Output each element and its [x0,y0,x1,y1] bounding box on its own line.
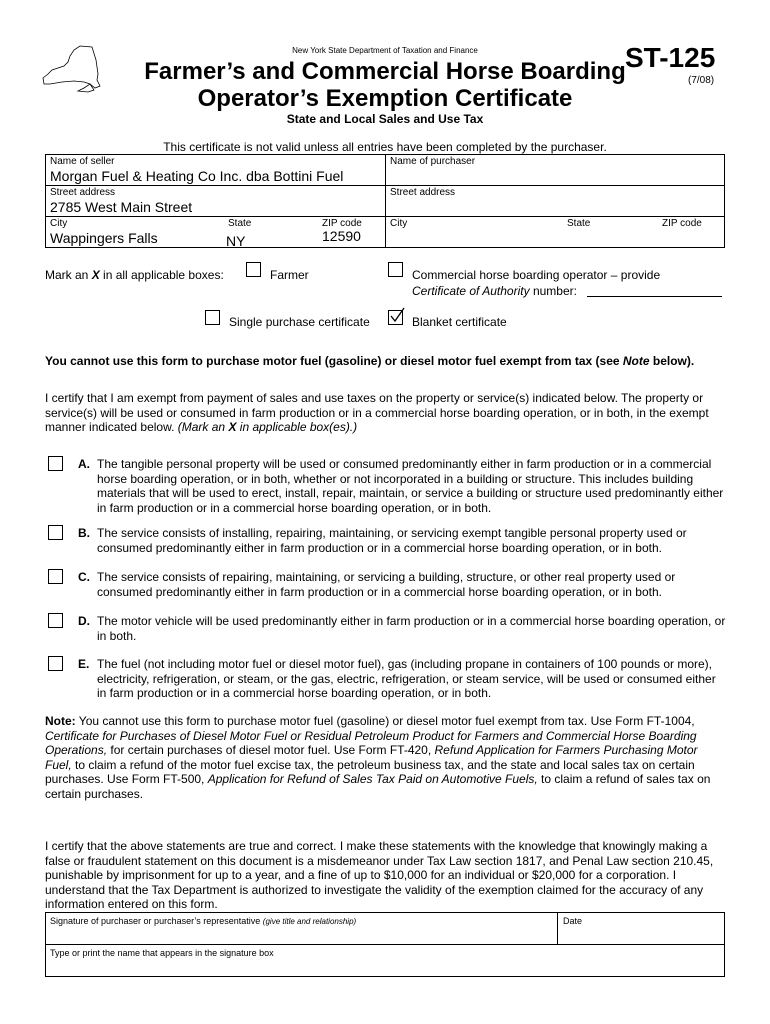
item-d-text: The motor vehicle will be used predominantly either in farm production or in a commercial horse boarding operation, or in both. [97,614,726,643]
item-c-text: The service consists of repairing, maintaining, or servicing a building, structure, or other real property used or consumed predominantly either in farm production or in a commercial horse boarding operation, or in both. [97,570,676,599]
item-e-letter: E. [78,657,90,671]
seller-name-field[interactable]: Morgan Fuel & Heating Co Inc. dba Bottini Fuel [50,168,344,184]
farmer-checkbox[interactable] [246,262,261,277]
horse-boarding-label: Commercial horse boarding operator – provide [412,268,661,282]
purchaser-zip-label: ZIP code [662,218,702,229]
item-a-letter: A. [78,457,90,471]
item-e-checkbox[interactable] [48,656,63,671]
seller-state-label: State [228,218,252,229]
certificate-of-authority-label: Certificate of Authority number: [412,284,577,298]
seller-city-label: City [50,218,68,229]
item-c-checkbox[interactable] [48,569,63,584]
date-label: Date [563,916,583,926]
printed-name-label: Type or print the name that appears in the signature box [50,948,274,958]
certificate-of-authority-number-field[interactable] [587,296,722,297]
blanket-certificate-label: Blanket certificate [412,315,507,329]
seller-zip-label: ZIP code [322,218,362,229]
printed-name-field[interactable] [46,959,724,976]
single-purchase-label: Single purchase certificate [229,315,370,329]
form-date: (7/08) [688,75,715,86]
item-d-letter: D. [78,614,90,628]
form-title-line1: Farmer’s and Commercial Horse Boarding [144,58,626,85]
seller-city-field[interactable]: Wappingers Falls [50,230,158,246]
purchaser-city-label: City [390,218,408,229]
certify-intro: I certify that I am exempt from payment of sales and use taxes on the property or service(s) indicated below. The property or service(s) will be used or consumed in farm production or in a commercial horse boarding operation, or in both, in the exempt manner indicated below. (Mark an X in applicable box(es).) [45,391,709,434]
horse-boarding-checkbox[interactable] [388,262,403,277]
motor-fuel-warning: You cannot use this form to purchase motor fuel (gasoline) or diesel motor fuel exempt from tax (see Note below). [45,354,695,368]
signature-label: Signature of purchaser or purchaser’s representative (give title and relationship) [50,916,357,926]
item-b-checkbox[interactable] [48,525,63,540]
validity-notice: This certificate is not valid unless all entries have been completed by the purchaser. [163,140,607,154]
checkmark-icon [388,307,406,325]
signature-field[interactable] [46,927,556,943]
final-certification: I certify that the above statements are true and correct. I make these statements with the knowledge that knowingly making a false or fraudulent statement on this document is a misdemeanor under Tax Law section 1817, and Penal Law section 210.45, punishable by imprisonment for up to a year, and a fine of up to $10,000 for an individual or $20,000 for a corporation. I understand that the Tax Department is authorized to investigate the validity of the exemption claimed for the accuracy of any information entered on this form. [45,839,714,911]
seller-street-field[interactable]: 2785 West Main Street [50,199,193,215]
seller-name-label: Name of seller [50,156,115,167]
purchaser-street-label: Street address [390,187,456,198]
blanket-certificate-checkbox[interactable] [388,310,403,325]
note-paragraph: Note: You cannot use this form to purchase motor fuel (gasoline) or diesel motor fuel exempt from tax. Use Form FT-1004, Certificate for Purchases of Diesel Motor Fuel or Residual Petroleum Product for Farmers and Commercial Horse Boarding Operations, for certain purchases of diesel motor fuel. Use Form FT-420, Refund Application for Farmers Purchasing Motor Fuel, to claim a refund of the motor fuel excise tax, the petroleum business tax, and the state and local sales tax on certain purchases. Use Form FT-500, Application for Refund of Sales Tax Paid on Automotive Fuels, to claim a refund of sales tax on certain purchases. [45,714,711,801]
purchaser-name-field[interactable] [390,168,720,184]
seller-state-field[interactable]: NY [226,233,246,249]
form-number: ST-125 [625,42,716,73]
item-e-text: The fuel (not including motor fuel or diesel motor fuel), gas (including propane in containers of 100 pounds or more), electricity, refrigeration, or steam, or the gas, electric, refrigeration, or steam service, will be used or consumed either in farm production or in a commercial horse boarding operation, or in both. [97,657,716,700]
item-b-text: The service consists of installing, repairing, maintaining, or servicing exempt tangible personal property used or consumed predominantly either in farm production or in a commercial horse boarding operation, or in both. [97,526,687,555]
form-subtitle: State and Local Sales and Use Tax [286,112,484,126]
item-b-letter: B. [78,526,90,540]
item-c-letter: C. [78,570,90,584]
farmer-label: Farmer [270,268,309,282]
mark-boxes-instruction: Mark an X in all applicable boxes: [45,268,224,282]
date-field[interactable] [558,927,724,943]
agency-name: New York State Department of Taxation and Finance [292,46,478,55]
item-a-checkbox[interactable] [48,456,63,471]
seller-zip-field[interactable]: 12590 [322,228,361,244]
seller-street-label: Street address [50,187,116,198]
single-purchase-checkbox[interactable] [205,310,220,325]
purchaser-state-label: State [567,218,591,229]
item-a-text: The tangible personal property will be used or consumed predominantly either in farm production or in a commercial horse boarding operation, or in both, whether or not incorporated in a building or structure. This includes building materials that will be used to erect, install, repair, maintain, or service a building or structure used predominantly either in farm production or in a commercial horse boarding operation, or in both. [97,457,724,515]
purchaser-name-label: Name of purchaser [390,156,476,167]
item-d-checkbox[interactable] [48,613,63,628]
form-title-line2: Operator’s Exemption Certificate [197,85,573,112]
purchaser-street-field[interactable] [390,199,720,215]
